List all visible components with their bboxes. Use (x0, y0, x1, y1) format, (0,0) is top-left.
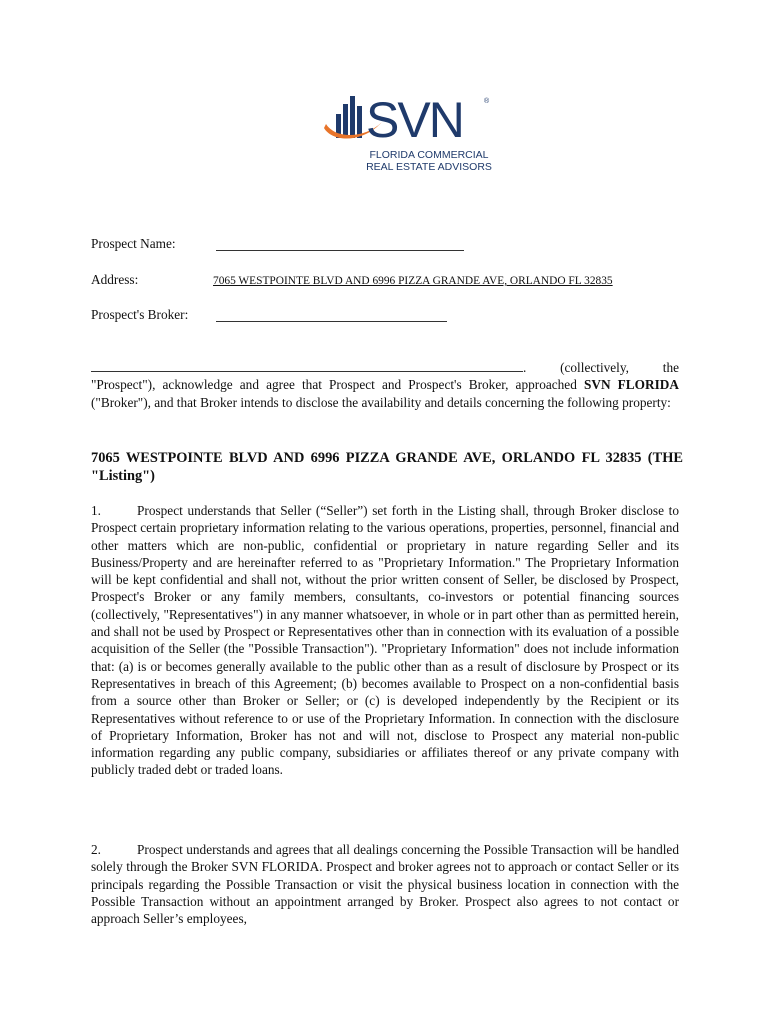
logo-subtitle (364, 149, 494, 173)
prospect-broker-row (91, 307, 691, 325)
intro-text-1: . (collectively, the "Prospect"), acknowledge and agree that Prospect and Prospect's Broker, approached (91, 360, 679, 393)
clause-paragraph-2 (91, 841, 679, 927)
logo-wordmark: SVN (366, 92, 463, 148)
clause-number-1: 1. (91, 503, 101, 518)
address-label: Address: (91, 272, 139, 287)
logo-registered-mark: ® (484, 98, 490, 105)
prospect-name-row (91, 236, 691, 254)
logo-subtitle-line1: FLORIDA COMMERCIAL (369, 149, 489, 161)
clause-paragraph-1 (91, 502, 679, 779)
prospect-name-field[interactable] (216, 236, 464, 251)
prospect-name-label: Prospect Name: (91, 236, 176, 251)
clause-text-2: Prospect understands and agrees that all dealings concerning the Possible Transaction will be handled solely through the Broker SVN FLORIDA. Prospect and broker agrees not to approach or contact Seller or its principals regarding the Possible Transaction or visit the physical business location in connection with the Possible Transaction without an appointment arranged by Broker. Prospect also agrees to not contact or approach Seller’s employees, (91, 842, 679, 927)
prospect-blank-line[interactable] (91, 359, 523, 372)
listing-heading: 7065 WESTPOINTE BLVD AND 6996 PIZZA GRANDE AVE, ORLANDO FL 32835 (THE "Listing") (91, 450, 683, 484)
logo-subtitle-line2: REAL ESTATE ADVISORS (366, 161, 492, 173)
prospect-broker-label: Prospect's Broker: (91, 307, 189, 322)
svn-logo (322, 92, 494, 174)
svn-florida-bold: SVN FLORIDA (583, 377, 679, 393)
clause-number-2: 2. (91, 842, 101, 857)
address-row (91, 272, 691, 290)
intro-text-2: ("Broker"), and that Broker intends to disclose the availability and details concerning the following property: (91, 394, 671, 410)
address-value[interactable]: 7065 WESTPOINTE BLVD AND 6996 PIZZA GRANDE AVE, ORLANDO FL 32835 (213, 275, 613, 287)
clause-text-1: Prospect understands that Seller (“Seller”) set forth in the Listing shall, through Broker disclose to Prospect certain proprietary information relating to the various operations, properties, personnel, financial and other matters which are non-public, confidential or proprietary in nature regarding Seller and its Business/Property and are hereinafter referred to as "Proprietary Information." The Proprietary Information will be kept confidential and shall not, without the prior written consent of Seller, be disclosed by Prospect, Prospect's Broker or any family members, consultants, co-investors or potential financing sources (collectively, "Representatives") in any manner whatsoever, in whole or in part other than as permitted herein, and shall not be used by Prospect or Representatives other than in connection with its evaluation of a possible acquisition of the Seller (the "Possible Transaction"). "Proprietary Information" does not include information that: (a) is or becomes generally available to the public other than as a result of disclosure by Prospect or its Representatives in breach of this Agreement; (b) becomes available to Prospect on a non-confidential basis from a source other than Broker or Seller; or (c) is developed independently by the Recipient or its Representatives without reference to or use of the Proprietary Information. In connection with the disclosure of Proprietary Information, Broker has not and will not, disclose to Prospect any material non-public information regarding any public company, subsidiaries or affiliates thereof or any private company with publicly traded debt or traded loans. (91, 503, 679, 778)
prospect-broker-field[interactable] (216, 307, 447, 322)
intro-paragraph (91, 359, 679, 411)
